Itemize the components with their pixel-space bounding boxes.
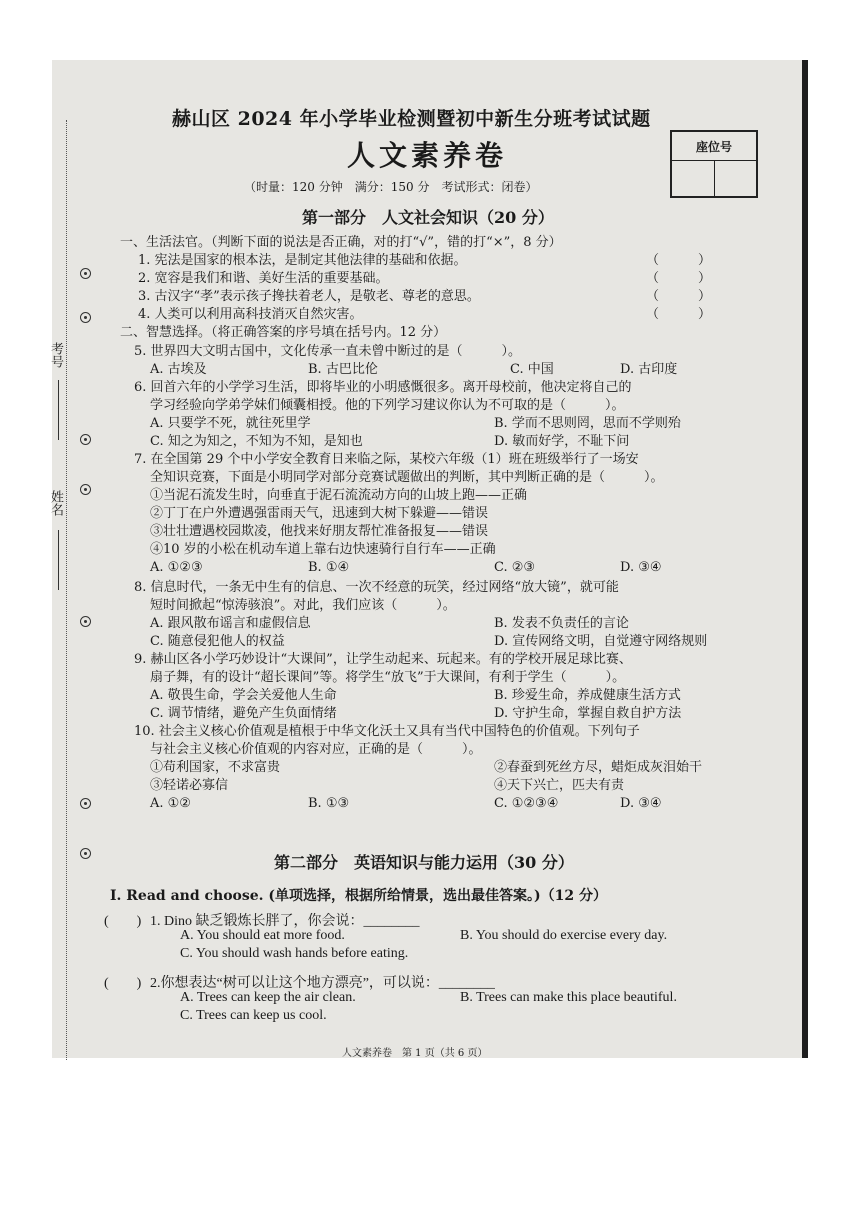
- option: A. ①②③: [150, 560, 203, 575]
- option: C. 中国: [510, 362, 554, 377]
- option: B. 珍爱生命，养成健康生活方式: [494, 688, 681, 703]
- option: B. ①③: [308, 796, 350, 811]
- exam-subtitle: 人文素养卷: [347, 139, 508, 172]
- name-label: 姓名: [48, 490, 63, 516]
- option: B. You should do exercise every day.: [460, 928, 668, 943]
- option: D. 古印度: [620, 362, 678, 377]
- binding-hole-icon: [80, 434, 91, 445]
- exam-paper-photo: [48, 60, 808, 1059]
- statement-item: ②春蚕到死丝方尽，蜡炬成灰泪始干: [494, 760, 703, 775]
- option: A. 跟风散布谣言和虚假信息: [150, 616, 311, 631]
- english-section1-heading: Ⅰ. Read and choose. (单项选择，根据所给情景，选出最佳答案。)（12 分）: [110, 888, 608, 904]
- answer-paren[interactable]: （ ）: [646, 289, 712, 304]
- option: C. 随意侵犯他人的权益: [150, 634, 285, 649]
- option: D. ③④: [620, 560, 662, 575]
- judge-item: 2. 宽容是我们和谐、美好生活的重要基础。: [138, 271, 389, 286]
- option: C. 知之为知之，不知为不知，是知也: [150, 434, 363, 449]
- option: B. 发表不负责任的言论: [494, 616, 629, 631]
- statement-item: ①苟利国家，不求富贵: [150, 760, 281, 775]
- statement-item: ③轻诺必寡信: [150, 778, 229, 793]
- option: B. 学而不思则罔，思而不学则殆: [494, 416, 681, 431]
- option: A. 古埃及: [150, 362, 207, 377]
- part1-heading: 第一部分 人文社会知识（20 分）: [302, 208, 554, 227]
- question-10: 10. 社会主义核心价值观是植根于中华文化沃土又具有当代中国特色的价值观。下列句子: [134, 724, 640, 739]
- question-7-cont: 全知识竞赛，下面是小明同学对部分竞赛试题做出的判断，其中判断正确的是（ ）。: [150, 470, 664, 485]
- option: C. 调节情绪，避免产生负面情绪: [150, 706, 337, 721]
- question-6-cont: 学习经验向学弟学妹们倾囊相授。他的下列学习建议你认为不可取的是（ ）。: [150, 398, 625, 413]
- section2-heading: 二、智慧选择。（将正确答案的序号填在括号内。12 分）: [120, 325, 447, 340]
- question-6: 6. 回首六年的小学学习生活，即将毕业的小明感慨很多。离开母校前，他决定将自己的: [134, 380, 632, 395]
- question-5: 5. 世界四大文明古国中，文化传承一直未曾中断过的是（ ）。: [134, 344, 522, 359]
- english-question-1: 1. Dino 缺乏锻炼长胖了，你会说：________: [150, 914, 420, 929]
- judge-item: 4. 人类可以利用高科技消灭自然灾害。: [138, 307, 363, 322]
- answer-paren[interactable]: （ ）: [646, 253, 712, 268]
- option: C. ②③: [494, 560, 536, 575]
- question-7: 7. 在全国第 29 个中小学安全教育日来临之际，某校六年级（1）班在班级举行了一场安: [134, 452, 639, 467]
- binding-hole-icon: [80, 798, 91, 809]
- option: C. ①②③④: [494, 796, 559, 811]
- question-9-cont: 扇子舞，有的设计“超长课间”等。将学生“放飞”于大课间，有利于学生（ ）。: [150, 670, 626, 685]
- option: A. ①②: [150, 796, 191, 811]
- binding-hole-icon: [80, 484, 91, 495]
- statement-item: ②丁丁在户外遭遇强雷雨天气，迅速到大树下躲避——错误: [150, 506, 489, 521]
- binding-hole-icon: [80, 268, 91, 279]
- exam-no-line: [58, 380, 60, 440]
- exam-no-label: 考号: [48, 342, 63, 368]
- english-question-2: 2.你想表达“树可以让这个地方漂亮”，可以说：________: [150, 976, 495, 991]
- question-9: 9. 赫山区各小学巧妙设计“大课间”，让学生动起来、玩起来。有的学校开展足球比赛、: [134, 652, 632, 667]
- option: D. 敏而好学，不耻下问: [494, 434, 630, 449]
- option: A. 只要学不死，就往死里学: [150, 416, 311, 431]
- answer-paren[interactable]: （ ）: [646, 271, 712, 286]
- option: A. You should eat more food.: [180, 928, 345, 943]
- option: D. 宣传网络文明，自觉遵守网络规则: [494, 634, 708, 649]
- option: C. You should wash hands before eating.: [180, 946, 409, 961]
- statement-item: ③壮壮遭遇校园欺凌，他找来好朋友帮忙准备报复——错误: [150, 524, 489, 539]
- answer-blank[interactable]: ( ): [104, 914, 142, 929]
- section1-heading: 一、生活法官。（判断下面的说法是否正确，对的打“√”，错的打“×”，8 分）: [120, 235, 562, 250]
- binding-hole-icon: [80, 312, 91, 323]
- part2-heading: 第二部分 英语知识与能力运用（30 分）: [274, 853, 574, 872]
- question-8-cont: 短时间掀起“惊涛骇浪”。对此，我们应该（ ）。: [150, 598, 456, 613]
- option: D. ③④: [620, 796, 662, 811]
- answer-blank[interactable]: ( ): [104, 976, 142, 991]
- option: D. 守护生命，掌握自救自护方法: [494, 706, 682, 721]
- binding-hole-icon: [80, 848, 91, 859]
- option: A. 敬畏生命，学会关爱他人生命: [150, 688, 337, 703]
- option: A. Trees can keep the air clean.: [180, 990, 356, 1005]
- question-8: 8. 信息时代，一条无中生有的信息、一次不经意的玩笑，经过网络“放大镜”，就可能: [134, 580, 619, 595]
- seat-number-label: 座位号: [695, 140, 732, 154]
- statement-item: ④天下兴亡，匹夫有责: [494, 778, 625, 793]
- binding-dotted-line: [66, 120, 68, 1060]
- question-10-cont: 与社会主义核心价值观的内容对应，正确的是（ ）。: [150, 742, 482, 757]
- answer-paren[interactable]: （ ）: [646, 307, 712, 322]
- exam-title: 赫山区 2024 年小学毕业检测暨初中新生分班考试试题: [172, 108, 651, 130]
- option: B. 古巴比伦: [308, 362, 378, 377]
- statement-item: ④10 岁的小松在机动车道上靠右边快速骑行自行车——正确: [150, 542, 496, 557]
- binding-hole-icon: [80, 616, 91, 627]
- judge-item: 3. 古汉字“孝”表示孩子搀扶着老人，是敬老、尊老的意思。: [138, 289, 480, 304]
- page-footer: 人文素养卷 第 1 页（共 6 页）: [342, 1048, 488, 1059]
- exam-meta: （时量：120 分钟 满分：150 分 考试形式：闭卷）: [244, 180, 538, 194]
- name-line: [58, 530, 60, 590]
- option: C. Trees can keep us cool.: [180, 1008, 327, 1023]
- option: B. ①④: [308, 560, 350, 575]
- judge-item: 1. 宪法是国家的根本法，是制定其他法律的基础和依据。: [138, 253, 467, 268]
- statement-item: ①当泥石流发生时，向垂直于泥石流流动方向的山坡上跑——正确: [150, 488, 528, 503]
- option: B. Trees can make this place beautiful.: [460, 990, 677, 1005]
- seat-number-box[interactable]: [670, 130, 758, 198]
